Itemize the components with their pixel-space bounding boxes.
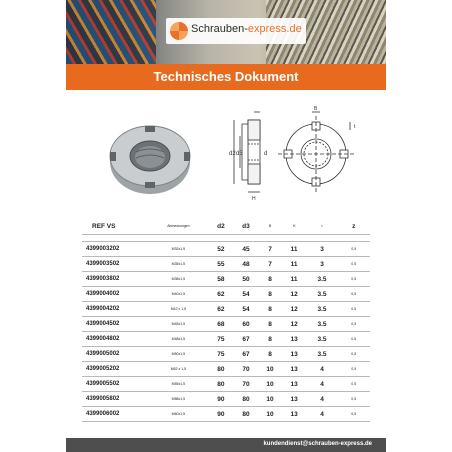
cell-t: 3.5 [307, 332, 338, 347]
cell-h: 13 [282, 377, 307, 392]
col-header-h: H [282, 218, 307, 235]
cell-d2: 62 [208, 287, 233, 302]
cell-z: 0,5 [337, 332, 370, 347]
drawing-label-b: B [314, 106, 318, 112]
specification-table [82, 218, 370, 422]
cell-dimension: M38x1,5 [148, 272, 208, 287]
cell-d3: 80 [233, 407, 258, 422]
cell-d2: 90 [208, 407, 233, 422]
cell-h: 13 [282, 392, 307, 407]
cell-ref: 4399005202 [82, 362, 148, 377]
drawing-label-h: H [252, 196, 256, 202]
svg-text:d: d [264, 151, 268, 157]
cell-ref: 4399005502 [82, 377, 148, 392]
cell-d2: 52 [208, 242, 233, 257]
cell-d2: 75 [208, 332, 233, 347]
table-header-row [82, 218, 370, 235]
cell-d2: 55 [208, 257, 233, 272]
table-row [82, 407, 370, 422]
cell-z: 0,5 [337, 257, 370, 272]
cell-t: 4 [307, 392, 338, 407]
cell-t: 3.5 [307, 317, 338, 332]
cell-t: 4 [307, 407, 338, 422]
cell-d3: 60 [233, 317, 258, 332]
cell-d2: 62 [208, 302, 233, 317]
brand-name: Schrauben-express.de [191, 23, 302, 35]
cell-b: 10 [258, 377, 281, 392]
cell-b: 8 [258, 272, 281, 287]
cell-h: 12 [282, 302, 307, 317]
cell-b: 10 [258, 407, 281, 422]
cell-d3: 54 [233, 287, 258, 302]
cell-dimension: M58x1,5 [148, 392, 208, 407]
col-header-d3: d3 [233, 218, 258, 235]
cell-h: 13 [282, 332, 307, 347]
cell-h: 13 [282, 347, 307, 362]
cell-b: 8 [258, 332, 281, 347]
nut-photo [110, 126, 190, 194]
table-row [82, 332, 370, 347]
logo-mark-icon [170, 22, 188, 40]
nut-front-view [278, 106, 356, 192]
cell-ref: 4399003802 [82, 272, 148, 287]
cell-d3: 70 [233, 362, 258, 377]
cell-t: 3 [307, 242, 338, 257]
footer-bar [66, 438, 386, 452]
cell-dimension: M52 x 1,5 [148, 362, 208, 377]
cell-d2: 80 [208, 377, 233, 392]
col-header-b: B [258, 218, 281, 235]
drawing-label-t: t [354, 124, 356, 130]
cell-d2: 75 [208, 347, 233, 362]
table-spacer-row [82, 235, 370, 242]
cell-d3: 45 [233, 242, 258, 257]
header-banner-image [66, 0, 386, 64]
cell-b: 8 [258, 302, 281, 317]
cell-dimension: M45x1,5 [148, 317, 208, 332]
cell-z: 0,5 [337, 287, 370, 302]
cell-d2: 90 [208, 392, 233, 407]
cell-t: 3 [307, 257, 338, 272]
brand-logo [166, 18, 306, 44]
cell-b: 10 [258, 392, 281, 407]
cell-dimension: M55x1,5 [148, 377, 208, 392]
cell-h: 13 [282, 362, 307, 377]
drawing-label-d3: d3 [236, 151, 243, 157]
cell-t: 3.5 [307, 287, 338, 302]
cell-b: 10 [258, 362, 281, 377]
cell-z: 0,5 [337, 302, 370, 317]
cell-d3: 70 [233, 377, 258, 392]
cell-z: 0,5 [337, 347, 370, 362]
cell-d2: 68 [208, 317, 233, 332]
table-row [82, 302, 370, 317]
cell-dimension: M60x1,5 [148, 407, 208, 422]
cell-b: 8 [258, 347, 281, 362]
datasheet-page [66, 0, 386, 452]
cell-d2: 58 [208, 272, 233, 287]
table-row [82, 257, 370, 272]
table-row [82, 377, 370, 392]
cell-t: 3.5 [307, 347, 338, 362]
cell-ref: 4399003502 [82, 257, 148, 272]
cell-h: 12 [282, 287, 307, 302]
cell-b: 8 [258, 287, 281, 302]
cell-dimension: M50x1,5 [148, 347, 208, 362]
cell-z: 0,5 [337, 272, 370, 287]
col-header-d2: d2 [208, 218, 233, 235]
cell-t: 4 [307, 362, 338, 377]
table-row [82, 362, 370, 377]
cell-b: 7 [258, 257, 281, 272]
table-row [82, 392, 370, 407]
col-header-z: z [337, 218, 370, 235]
cell-t: 3.5 [307, 302, 338, 317]
cell-d3: 50 [233, 272, 258, 287]
table-row [82, 347, 370, 362]
cell-h: 12 [282, 317, 307, 332]
cell-dimension: M35x1,5 [148, 257, 208, 272]
col-header-t: t [307, 218, 338, 235]
drawing-label-d2: d2 [229, 151, 236, 157]
cell-d3: 67 [233, 347, 258, 362]
document-title: Technisches Dokument [153, 69, 299, 84]
cell-dimension: M32x1,5 [148, 242, 208, 257]
support-email: kundendienst@schrauben-express.de [263, 441, 372, 447]
cell-dimension: M48x1,5 [148, 332, 208, 347]
cell-z: 0,5 [337, 362, 370, 377]
cell-ref: 4399003202 [82, 242, 148, 257]
cell-t: 3.5 [307, 272, 338, 287]
cell-ref: 4399006002 [82, 407, 148, 422]
cell-ref: 4399004202 [82, 302, 148, 317]
table-row [82, 317, 370, 332]
technical-drawing [66, 100, 386, 210]
table-row [82, 242, 370, 257]
cell-b: 7 [258, 242, 281, 257]
cell-ref: 4399004002 [82, 287, 148, 302]
tools-photo [66, 0, 156, 64]
col-header-ref: REF VS [82, 218, 148, 235]
cell-d3: 54 [233, 302, 258, 317]
cell-d3: 67 [233, 332, 258, 347]
cell-b: 8 [258, 317, 281, 332]
cell-h: 13 [282, 407, 307, 422]
nut-section-view [229, 112, 267, 202]
cell-ref: 4399004502 [82, 317, 148, 332]
cell-t: 4 [307, 377, 338, 392]
cell-d3: 48 [233, 257, 258, 272]
cell-z: 0,5 [337, 392, 370, 407]
cell-ref: 4399005002 [82, 347, 148, 362]
cell-dimension: M42 x 1,5 [148, 302, 208, 317]
cell-h: 11 [282, 272, 307, 287]
cell-ref: 4399005802 [82, 392, 148, 407]
table-row [82, 272, 370, 287]
cell-z: 0,5 [337, 377, 370, 392]
table-row [82, 287, 370, 302]
cell-z: 0,5 [337, 407, 370, 422]
cell-z: 0,5 [337, 317, 370, 332]
cell-h: 11 [282, 242, 307, 257]
cell-dimension: M40x1,5 [148, 287, 208, 302]
cell-h: 11 [282, 257, 307, 272]
document-title-bar [66, 64, 386, 90]
cell-d3: 80 [233, 392, 258, 407]
cell-d2: 80 [208, 362, 233, 377]
cell-z: 0,5 [337, 242, 370, 257]
col-header-dim: Abmessungen [148, 218, 208, 235]
cell-ref: 4399004802 [82, 332, 148, 347]
